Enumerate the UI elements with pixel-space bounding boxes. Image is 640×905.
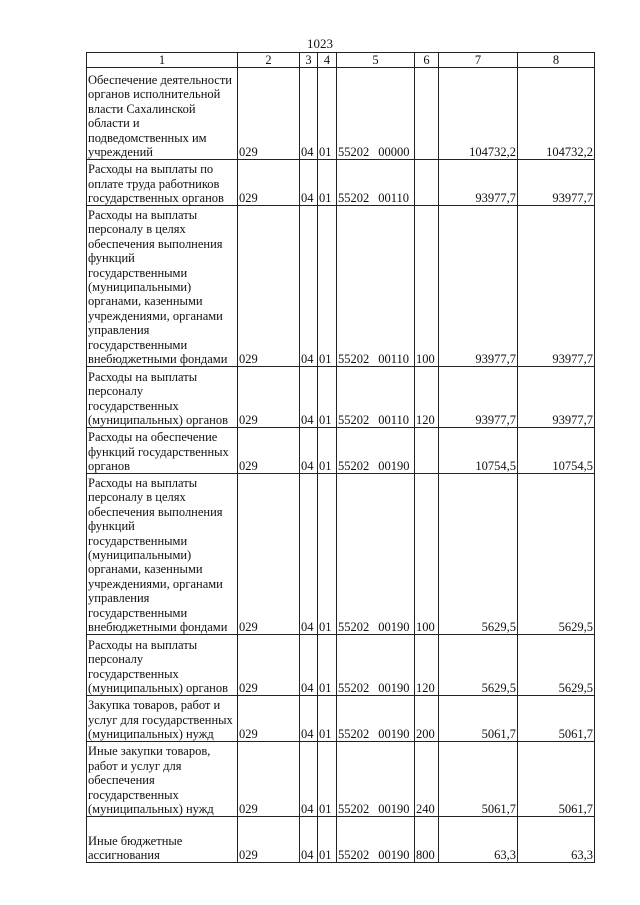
amount-col7: 93977,7: [439, 206, 518, 367]
ministry-code: 029: [238, 696, 300, 742]
subsection-code: 01: [318, 635, 337, 696]
amount-col8: 5061,7: [518, 742, 595, 817]
subsection-code: 01: [318, 367, 337, 428]
section-code: 04: [300, 68, 318, 160]
section-code: 04: [300, 817, 318, 863]
column-header: 7: [439, 53, 518, 68]
amount-col8: 5629,5: [518, 474, 595, 635]
amount-col8: 104732,2: [518, 68, 595, 160]
ministry-code: 029: [238, 206, 300, 367]
subsection-code: 01: [318, 474, 337, 635]
target-article-code: [337, 474, 415, 635]
ministry-code: 029: [238, 160, 300, 206]
table-row: [87, 635, 595, 696]
row-name: Расходы на выплаты персоналу в целях обеспечения выполнения функций государственными (муниципальными) органами, казенными учреждениями, органами управления государственными внебюджетными фондами: [87, 206, 238, 367]
ministry-code: 029: [238, 68, 300, 160]
expense-type-code: 120: [415, 635, 439, 696]
target-article-part1: 55202: [338, 681, 370, 695]
section-code: 04: [300, 474, 318, 635]
subsection-code: 01: [318, 428, 337, 474]
expense-type-code: 240: [415, 742, 439, 817]
amount-col7: 5629,5: [439, 474, 518, 635]
amount-col7: 5061,7: [439, 696, 518, 742]
row-name: Закупка товаров, работ и услуг для государственных (муниципальных) нужд: [87, 696, 238, 742]
target-article-part1: 55202: [338, 191, 370, 205]
target-article-part2: 00190: [378, 802, 410, 816]
ministry-code: 029: [238, 742, 300, 817]
section-code: 04: [300, 367, 318, 428]
table-row: [87, 817, 595, 863]
subsection-code: 01: [318, 817, 337, 863]
target-article-part2: 00000: [378, 145, 410, 159]
expense-type-code: [415, 160, 439, 206]
expense-type-code: [415, 428, 439, 474]
table-row: [87, 206, 595, 367]
target-article-part1: 55202: [338, 727, 370, 741]
section-code: 04: [300, 428, 318, 474]
target-article-code: [337, 635, 415, 696]
row-name: Расходы на выплаты персоналу в целях обеспечения выполнения функций государственными (муниципальными) органами, казенными учреждениями, органами управления государственными внебюджетными фондами: [87, 474, 238, 635]
amount-col8: 93977,7: [518, 367, 595, 428]
amount-col8: 10754,5: [518, 428, 595, 474]
row-name: Расходы на обеспечение функций государственных органов: [87, 428, 238, 474]
expense-type-code: 800: [415, 817, 439, 863]
subsection-code: 01: [318, 68, 337, 160]
target-article-part2: 00110: [378, 352, 410, 366]
amount-col8: 5629,5: [518, 635, 595, 696]
target-article-code: [337, 367, 415, 428]
page-number: 1023: [307, 36, 333, 51]
amount-col7: 63,3: [439, 817, 518, 863]
amount-col7: 10754,5: [439, 428, 518, 474]
target-article-part2: 00190: [378, 681, 410, 695]
table-row: [87, 160, 595, 206]
target-article-code: [337, 696, 415, 742]
amount-col8: 93977,7: [518, 160, 595, 206]
column-header: 3: [300, 53, 318, 68]
budget-table: [86, 52, 595, 863]
amount-col8: 63,3: [518, 817, 595, 863]
expense-type-code: 100: [415, 474, 439, 635]
ministry-code: 029: [238, 428, 300, 474]
subsection-code: 01: [318, 206, 337, 367]
row-name: Расходы на выплаты персоналу государственных (муниципальных) органов: [87, 635, 238, 696]
section-code: 04: [300, 696, 318, 742]
target-article-part2: 00190: [378, 727, 410, 741]
subsection-code: 01: [318, 696, 337, 742]
ministry-code: 029: [238, 367, 300, 428]
target-article-code: [337, 68, 415, 160]
expense-type-code: 100: [415, 206, 439, 367]
target-article-part1: 55202: [338, 620, 370, 634]
amount-col8: 5061,7: [518, 696, 595, 742]
column-header: 2: [238, 53, 300, 68]
target-article-part1: 55202: [338, 848, 370, 862]
target-article-part2: 00110: [378, 191, 410, 205]
target-article-part1: 55202: [338, 459, 370, 473]
row-name: Иные бюджетные ассигнования: [87, 817, 238, 863]
subsection-code: 01: [318, 742, 337, 817]
section-code: 04: [300, 742, 318, 817]
target-article-part1: 55202: [338, 145, 370, 159]
amount-col7: 5061,7: [439, 742, 518, 817]
table-row: [87, 68, 595, 160]
row-name: Иные закупки товаров, работ и услуг для обеспечения государственных (муниципальных) нужд: [87, 742, 238, 817]
target-article-part1: 55202: [338, 802, 370, 816]
expense-type-code: 120: [415, 367, 439, 428]
target-article-code: [337, 206, 415, 367]
amount-col7: 104732,2: [439, 68, 518, 160]
table-row: [87, 474, 595, 635]
section-code: 04: [300, 635, 318, 696]
target-article-part2: 00110: [378, 413, 410, 427]
target-article-part2: 00190: [378, 620, 410, 634]
amount-col7: 5629,5: [439, 635, 518, 696]
target-article-part1: 55202: [338, 413, 370, 427]
target-article-part1: 55202: [338, 352, 370, 366]
target-article-code: [337, 428, 415, 474]
subsection-code: 01: [318, 160, 337, 206]
table-row: [87, 696, 595, 742]
section-code: 04: [300, 206, 318, 367]
amount-col7: 93977,7: [439, 160, 518, 206]
expense-type-code: 200: [415, 696, 439, 742]
column-header: 6: [415, 53, 439, 68]
table-row: [87, 428, 595, 474]
column-header: 4: [318, 53, 337, 68]
column-header: 8: [518, 53, 595, 68]
table-row: [87, 367, 595, 428]
target-article-code: [337, 817, 415, 863]
column-header: 1: [87, 53, 238, 68]
row-name: Расходы на выплаты по оплате труда работников государственных органов: [87, 160, 238, 206]
amount-col7: 93977,7: [439, 367, 518, 428]
row-name: Расходы на выплаты персоналу государственных (муниципальных) органов: [87, 367, 238, 428]
target-article-code: [337, 742, 415, 817]
ministry-code: 029: [238, 474, 300, 635]
expense-type-code: [415, 68, 439, 160]
column-header: 5: [337, 53, 415, 68]
target-article-part2: 00190: [378, 848, 410, 862]
section-code: 04: [300, 160, 318, 206]
target-article-code: [337, 160, 415, 206]
amount-col8: 93977,7: [518, 206, 595, 367]
row-name: Обеспечение деятельности органов исполнительной власти Сахалинской области и подведомственных им учреждений: [87, 68, 238, 160]
header-row: [87, 53, 595, 68]
target-article-part2: 00190: [378, 459, 410, 473]
ministry-code: 029: [238, 635, 300, 696]
ministry-code: 029: [238, 817, 300, 863]
table-row: [87, 742, 595, 817]
